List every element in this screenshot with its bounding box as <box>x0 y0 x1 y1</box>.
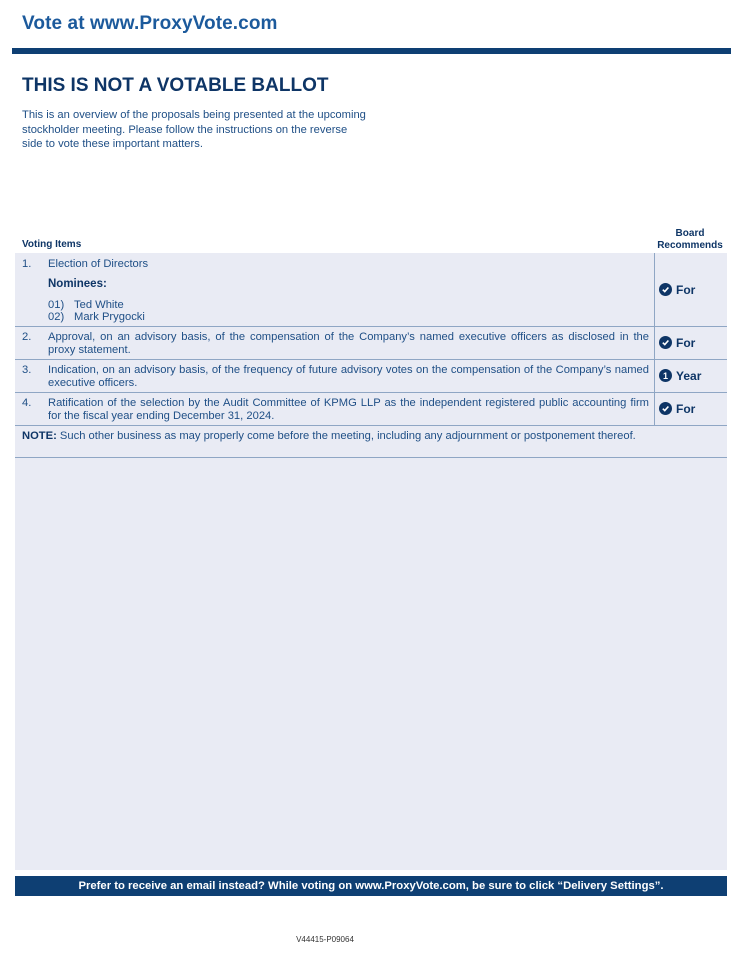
check-circle-icon <box>659 283 672 296</box>
voting-items-header: Voting Items <box>22 239 82 250</box>
voting-item-3 <box>15 359 727 393</box>
voting-item-2 <box>15 326 727 360</box>
document-code: V44415-P09064 <box>296 935 354 944</box>
check-circle-icon <box>659 402 672 415</box>
item-text: Ratification of the selection by the Audit Committee of KPMG LLP as the independent registered public accounting firm for the fiscal year ending December 31, 2024. <box>48 397 649 422</box>
item-text: Approval, on an advisory basis, of the compensation of the Company’s named executive officers as disclosed in the proxy statement. <box>48 331 649 356</box>
nominee-1 <box>48 299 124 311</box>
board-recommends-header <box>652 228 728 251</box>
item-text: Election of Directors <box>48 258 149 270</box>
recommendation-cell <box>654 326 728 359</box>
recommendation-value: For <box>676 401 696 416</box>
recommendation-value: For <box>676 335 696 350</box>
nominee-name: Mark Prygocki <box>74 311 145 323</box>
recommendation-value: Year <box>676 368 702 383</box>
board-header-line1: Board <box>675 228 705 239</box>
voting-item-4 <box>15 392 727 426</box>
header-rule <box>12 48 731 54</box>
nominee-name: Ted White <box>74 299 124 311</box>
check-circle-icon <box>659 336 672 349</box>
note-label: NOTE: <box>22 430 57 442</box>
ballot-heading: THIS IS NOT A VOTABLE BALLOT <box>22 75 329 96</box>
item-number: 4. <box>22 397 32 409</box>
nominee-number: 02) <box>48 311 65 323</box>
recommendation-value: For <box>676 282 696 297</box>
recommendation-cell <box>654 392 728 425</box>
delivery-settings-banner: Prefer to receive an email instead? While voting on www.ProxyVote.com, be sure to click “Delivery Settings”. <box>15 876 727 896</box>
item-number: 1. <box>22 258 32 270</box>
voting-item-1 <box>15 253 727 327</box>
note-body: Such other business as may properly come before the meeting, including any adjournment or postponement thereof. <box>56 430 636 442</box>
item-number: 2. <box>22 331 32 343</box>
nominee-number: 01) <box>48 299 65 311</box>
item-number: 3. <box>22 364 32 376</box>
recommendation-cell <box>654 359 728 392</box>
intro-text: This is an overview of the proposals being presented at the upcoming stockholder meeting. Please follow the instructions on the reverse side to vote these important matters. <box>22 109 366 150</box>
board-header-line2: Recommends <box>657 239 723 251</box>
note-row <box>15 425 727 458</box>
recommendation-cell <box>654 253 728 326</box>
nominees-label: Nominees: <box>48 278 107 290</box>
header-title: Vote at www.ProxyVote.com <box>22 13 278 34</box>
nominee-2 <box>48 311 145 323</box>
item-text: Indication, on an advisory basis, of the frequency of future advisory votes on the compensation of the Company’s named executive officers. <box>48 364 649 389</box>
one-circle-icon: 1 <box>659 369 672 382</box>
note-text <box>22 430 648 442</box>
